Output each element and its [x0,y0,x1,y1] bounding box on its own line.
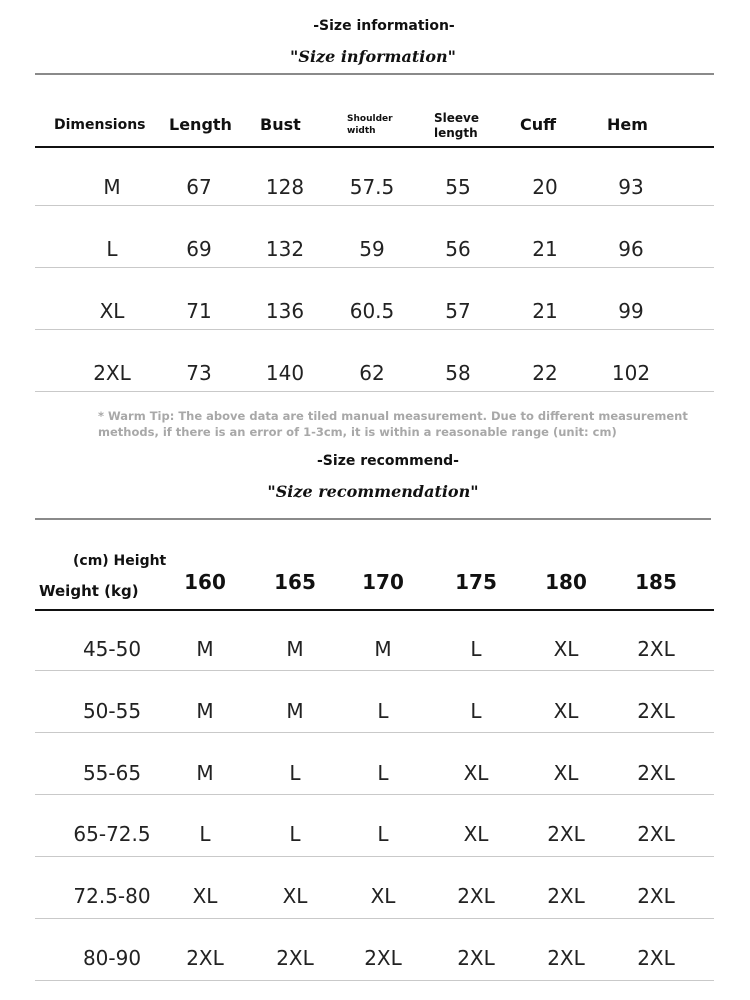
size-cell: XL [553,637,579,661]
size-cell: 2XL [637,946,675,970]
size-cell: 2XL [457,946,495,970]
size-cell: 2XL [364,946,402,970]
header-divider [35,609,714,611]
size-recommend-heading: -Size recommend- [317,453,459,469]
weight-range-cell: 72.5-80 [73,884,151,908]
measurement-cell: 57 [445,299,471,323]
header-sleeve-length [434,111,479,141]
height-header: 170 [362,570,404,594]
measurement-cell: 22 [532,361,558,385]
header-cuff: Cuff [520,115,557,134]
header-dimensions: Dimensions [54,117,146,133]
row-divider [35,391,714,392]
size-cell: 2XL [276,946,314,970]
header-shoulder-line2: width [347,126,376,136]
size-cell: L [377,761,389,785]
warm-tip [98,408,688,440]
size-cell: XL [463,822,489,846]
weight-range-cell: 80-90 [82,946,142,970]
height-label: (cm) Height [73,553,167,569]
size-cell: M [103,175,121,199]
divider [35,518,711,520]
height-header: 180 [545,570,587,594]
header-bust: Bust [260,115,301,134]
measurement-cell: 99 [618,299,644,323]
header-hem: Hem [607,115,648,134]
weight-range-cell: 45-50 [82,637,142,661]
row-divider [35,918,714,919]
size-cell: XL [192,884,218,908]
warm-tip-line1: * Warm Tip: The above data are tiled manual measurement. Due to different measurement [98,409,688,423]
size-cell: L [470,699,482,723]
measurement-cell: 136 [265,299,305,323]
header-sleeve-line2: length [434,126,478,140]
size-cell: M [286,637,304,661]
weight-range-cell: 65-72.5 [73,822,151,846]
size-cell: 2XL [637,761,675,785]
row-divider [35,794,714,795]
size-cell: XL [370,884,396,908]
size-cell: 2XL [547,884,585,908]
divider [35,73,714,75]
size-info-subheading: "Size information" [290,47,456,66]
measurement-cell: 71 [186,299,212,323]
size-cell: XL [463,761,489,785]
row-divider [35,856,714,857]
size-cell: 2XL [186,946,224,970]
size-cell: 2XL [547,822,585,846]
size-cell: M [374,637,392,661]
header-shoulder-line1: Shoulder [347,114,393,124]
weight-range-cell: 55-65 [82,761,142,785]
header-divider [35,146,714,148]
weight-range-cell: 50-55 [82,699,142,723]
measurement-cell: 55 [445,175,471,199]
size-cell: 2XL [637,699,675,723]
measurement-cell: 96 [618,237,644,261]
size-cell: XL [553,761,579,785]
size-cell: XL [282,884,308,908]
size-cell: L [377,699,389,723]
measurement-cell: 62 [359,361,385,385]
size-cell: L [377,822,389,846]
size-cell: 2XL [637,884,675,908]
measurement-cell: 21 [532,237,558,261]
size-cell: 2XL [457,884,495,908]
row-divider [35,670,714,671]
header-shoulder-width [347,113,393,137]
warm-tip-line2: methods, if there is an error of 1-3cm, it is within a reasonable range (unit: cm) [98,425,617,439]
size-cell: 2XL [93,361,131,385]
row-divider [35,980,714,981]
row-divider [35,329,714,330]
measurement-cell: 21 [532,299,558,323]
row-divider [35,732,714,733]
size-cell: XL [99,299,125,323]
height-header: 160 [184,570,226,594]
header-sleeve-line1: Sleeve [434,111,479,125]
size-cell: M [196,699,214,723]
size-recommend-subheading: "Size recommendation" [267,482,479,501]
size-cell: 2XL [637,637,675,661]
size-cell: L [289,761,301,785]
measurement-cell: 73 [186,361,212,385]
size-cell: L [199,822,211,846]
size-cell: M [196,637,214,661]
measurement-cell: 93 [618,175,644,199]
measurement-cell: 69 [186,237,212,261]
size-cell: L [106,237,118,261]
row-divider [35,267,714,268]
weight-label: Weight (kg) [39,582,139,600]
size-info-heading: -Size information- [313,18,455,34]
measurement-cell: 20 [532,175,558,199]
size-cell: M [196,761,214,785]
height-header: 175 [455,570,497,594]
size-cell: M [286,699,304,723]
header-length: Length [169,115,232,134]
measurement-cell: 140 [265,361,305,385]
row-divider [35,205,714,206]
height-header: 165 [274,570,316,594]
size-cell: 2XL [637,822,675,846]
measurement-cell: 58 [445,361,471,385]
measurement-cell: 60.5 [349,299,395,323]
height-header: 185 [635,570,677,594]
measurement-cell: 67 [186,175,212,199]
size-cell: XL [553,699,579,723]
measurement-cell: 59 [359,237,385,261]
measurement-cell: 102 [611,361,651,385]
size-cell: L [470,637,482,661]
measurement-cell: 128 [265,175,305,199]
measurement-cell: 56 [445,237,471,261]
size-cell: 2XL [547,946,585,970]
measurement-cell: 57.5 [349,175,395,199]
measurement-cell: 132 [265,237,305,261]
size-cell: L [289,822,301,846]
